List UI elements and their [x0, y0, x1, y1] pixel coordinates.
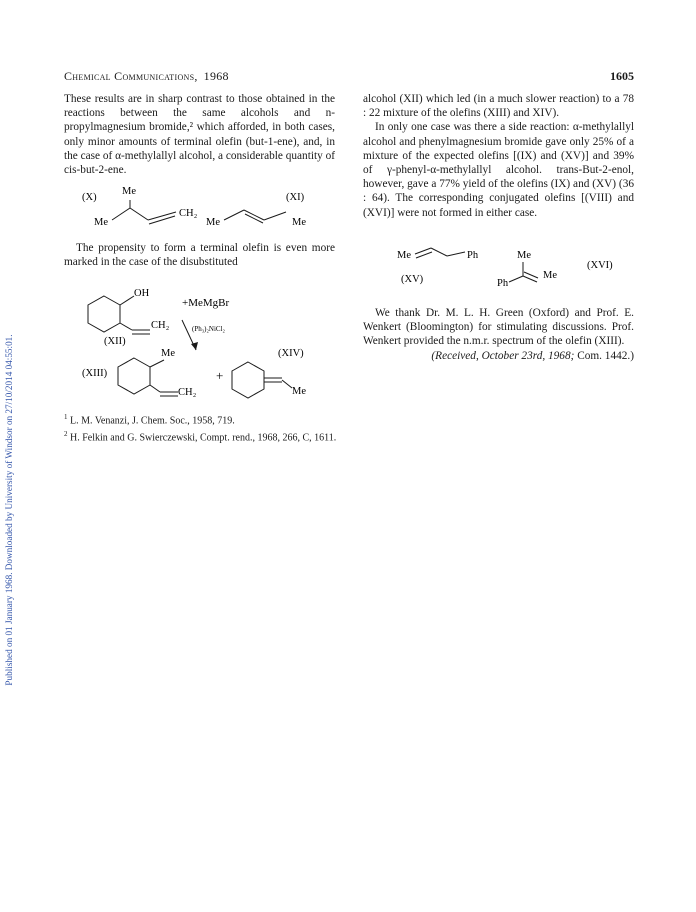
xiii-me: Me — [161, 348, 175, 359]
xv-me: Me — [397, 250, 411, 261]
reagent-memgbr: +MeMgBr — [182, 297, 230, 309]
received-date: (Received, October 23rd, 1968; — [431, 350, 575, 362]
download-watermark-text: Published on 01 January 1968. Downloaded by University of Windsor on 27/10/2014 04:55:01. — [4, 334, 14, 686]
scheme-x-xi — [64, 180, 336, 232]
download-watermark — [2, 140, 16, 686]
footnotes — [64, 411, 624, 445]
xi-bonds — [224, 210, 286, 223]
xi-me-right: Me — [292, 217, 306, 228]
label-xiii: (XIII) — [82, 368, 108, 379]
footnote-2-text: H. Felkin and G. Swierczewski, Compt. rend., 1968, 266, C, 1611. — [70, 432, 337, 444]
x-me-top: Me — [122, 186, 136, 197]
left-column — [64, 92, 335, 177]
xv-bonds — [415, 248, 465, 258]
xii-cyclohexane-ring — [88, 296, 120, 332]
xiii-me-bond — [150, 360, 164, 367]
plus-sign: + — [216, 368, 224, 383]
running-header — [64, 69, 634, 85]
xvi-ph: Ph — [497, 278, 509, 289]
x-ch2: CH₂ — [179, 208, 198, 219]
xii-vinyl-bonds — [120, 323, 150, 334]
xiv-cyclohexane-ring — [232, 362, 264, 398]
xiii-vinyl-bonds — [150, 385, 178, 396]
x-me-bottom: Me — [94, 217, 108, 228]
received-line — [363, 350, 634, 362]
right-paragraph-1: alcohol (XII) which led (in a much slower reaction) to a 78 : 22 mixture of the olefins (XIII) and XIV). — [363, 93, 634, 120]
xvi-me-right: Me — [543, 270, 557, 281]
xii-oh-bond — [120, 296, 134, 305]
xv-ph: Ph — [467, 250, 479, 261]
label-xvi: (XVI) — [587, 260, 613, 271]
right-column — [363, 92, 634, 220]
xiv-ethylidene-bonds — [264, 378, 292, 388]
label-xv: (XV) — [401, 274, 424, 285]
footnote-1 — [64, 411, 624, 428]
xii-ch2: CH₂ — [151, 320, 170, 331]
journal-title: Chemical Communications, 1968 — [64, 69, 229, 83]
xiii-ch2: CH₂ — [178, 387, 197, 398]
x-bonds — [112, 200, 176, 224]
xiv-me: Me — [292, 386, 306, 397]
catalyst: (Ph₃)₂NiCl₂ — [192, 325, 225, 333]
label-xi: (XI) — [286, 192, 305, 203]
scheme-xv-xvi — [363, 244, 635, 294]
journal-year: 1968 — [203, 69, 229, 83]
left-paragraph-2: The propensity to form a terminal olefin is even more marked in the case of the disubstituted — [64, 242, 335, 269]
footnote-1-number: 1 — [64, 413, 68, 421]
footnote-2-number: 2 — [64, 429, 68, 438]
label-xii: (XII) — [104, 336, 126, 347]
right-paragraph-2: In only one case was there a side reaction: α-methylallyl alcohol and phenylmagnesium bromide gave only 25% of a mixture of the expected olefins [(IX) and (XV)] and 39% of γ-phenyl-α-methylallyl alcohol. trans-But-2-enol, however, gave a 77% yield of the olefins (IX) and (XV) (36 : 64). The corresponding conjugated olefins [(VIII) and (XVI)] were not formed in either case. — [363, 121, 634, 219]
scheme-xii-reaction — [64, 278, 336, 400]
xiii-cyclohexane-ring — [118, 358, 150, 394]
page-number: 1605 — [610, 69, 634, 83]
label-x: (X) — [82, 192, 97, 203]
footnote-2 — [64, 428, 624, 445]
label-xiv: (XIV) — [278, 348, 304, 359]
footnote-1-text: L. M. Venanzi, J. Chem. Soc., 1958, 719. — [70, 415, 235, 427]
xii-oh: OH — [134, 288, 150, 299]
reaction-arrow-head — [191, 342, 198, 350]
xvi-bonds — [509, 262, 538, 282]
xvi-me-top: Me — [517, 250, 531, 261]
received-com: Com. 1442.) — [577, 350, 634, 362]
acknowledgement: We thank Dr. M. L. H. Green (Oxford) and Prof. E. Wenkert (Bloomington) for stimulating discussions. Prof. Wenkert provided the n.m.r. spectrum of the olefin (XIII). — [363, 307, 634, 348]
left-paragraph-1: These results are in sharp contrast to those obtained in the reactions between the same alcohols and n-propylmagnesium bromide,² which afforded, in both cases, only minor amounts of terminal olefin (but-1-ene), and, in the case of α-methylallyl alcohol, a considerable quantity of cis-but-2-ene. — [64, 93, 335, 177]
xi-me-left: Me — [206, 217, 220, 228]
